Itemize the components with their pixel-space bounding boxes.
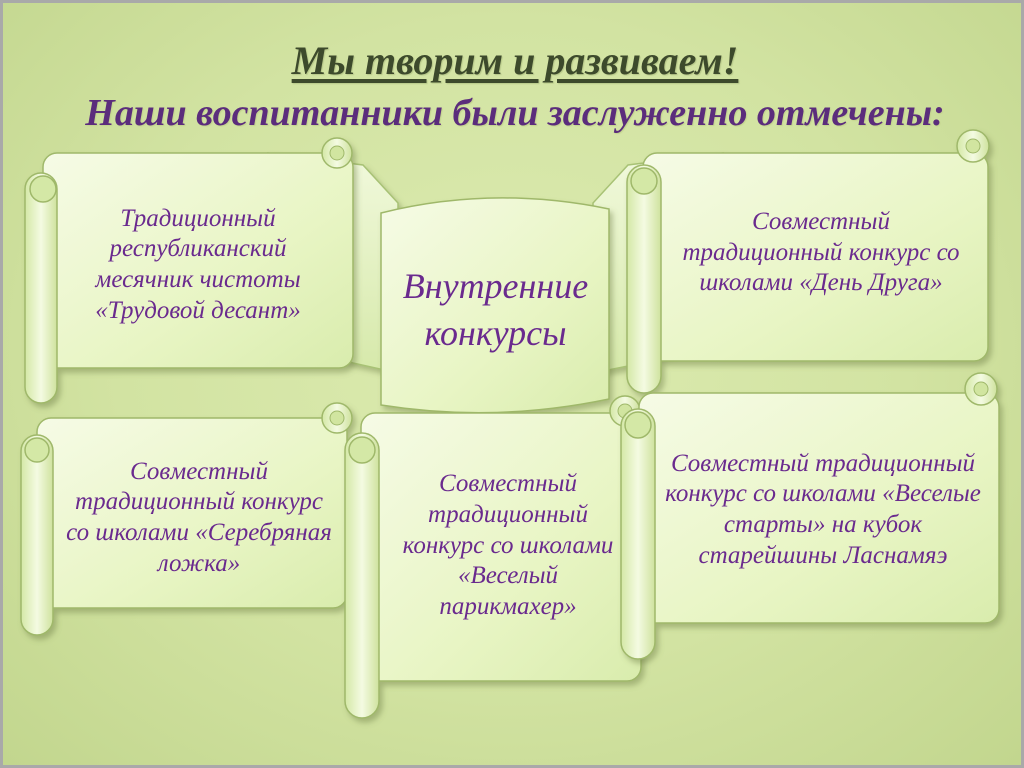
scroll-text-bottom-right: Совместный традиционный конкурс со школами «Веселые старты» на кубок старейшины Ласнамяэ <box>665 449 981 569</box>
scroll-text-top-right: Совместный традиционный конкурс со школами «День Друга» <box>682 207 960 297</box>
scroll-text-top-left: Традиционный республиканский месячник чистоты «Трудовой десант» <box>95 204 301 324</box>
center-banner-label: Внутренние конкурсы <box>402 266 589 353</box>
slide-title: Мы творим и развиваем! <box>291 38 739 83</box>
slide-subtitle: Наши воспитанники были заслуженно отмечены: <box>85 92 945 134</box>
scroll-text-bottom-left: Совместный традиционный конкурс со школами «Серебряная ложка» <box>66 457 332 577</box>
scroll-text-bottom-center: Совместный традиционный конкурс со школами «Веселый парикмахер» <box>402 470 614 621</box>
